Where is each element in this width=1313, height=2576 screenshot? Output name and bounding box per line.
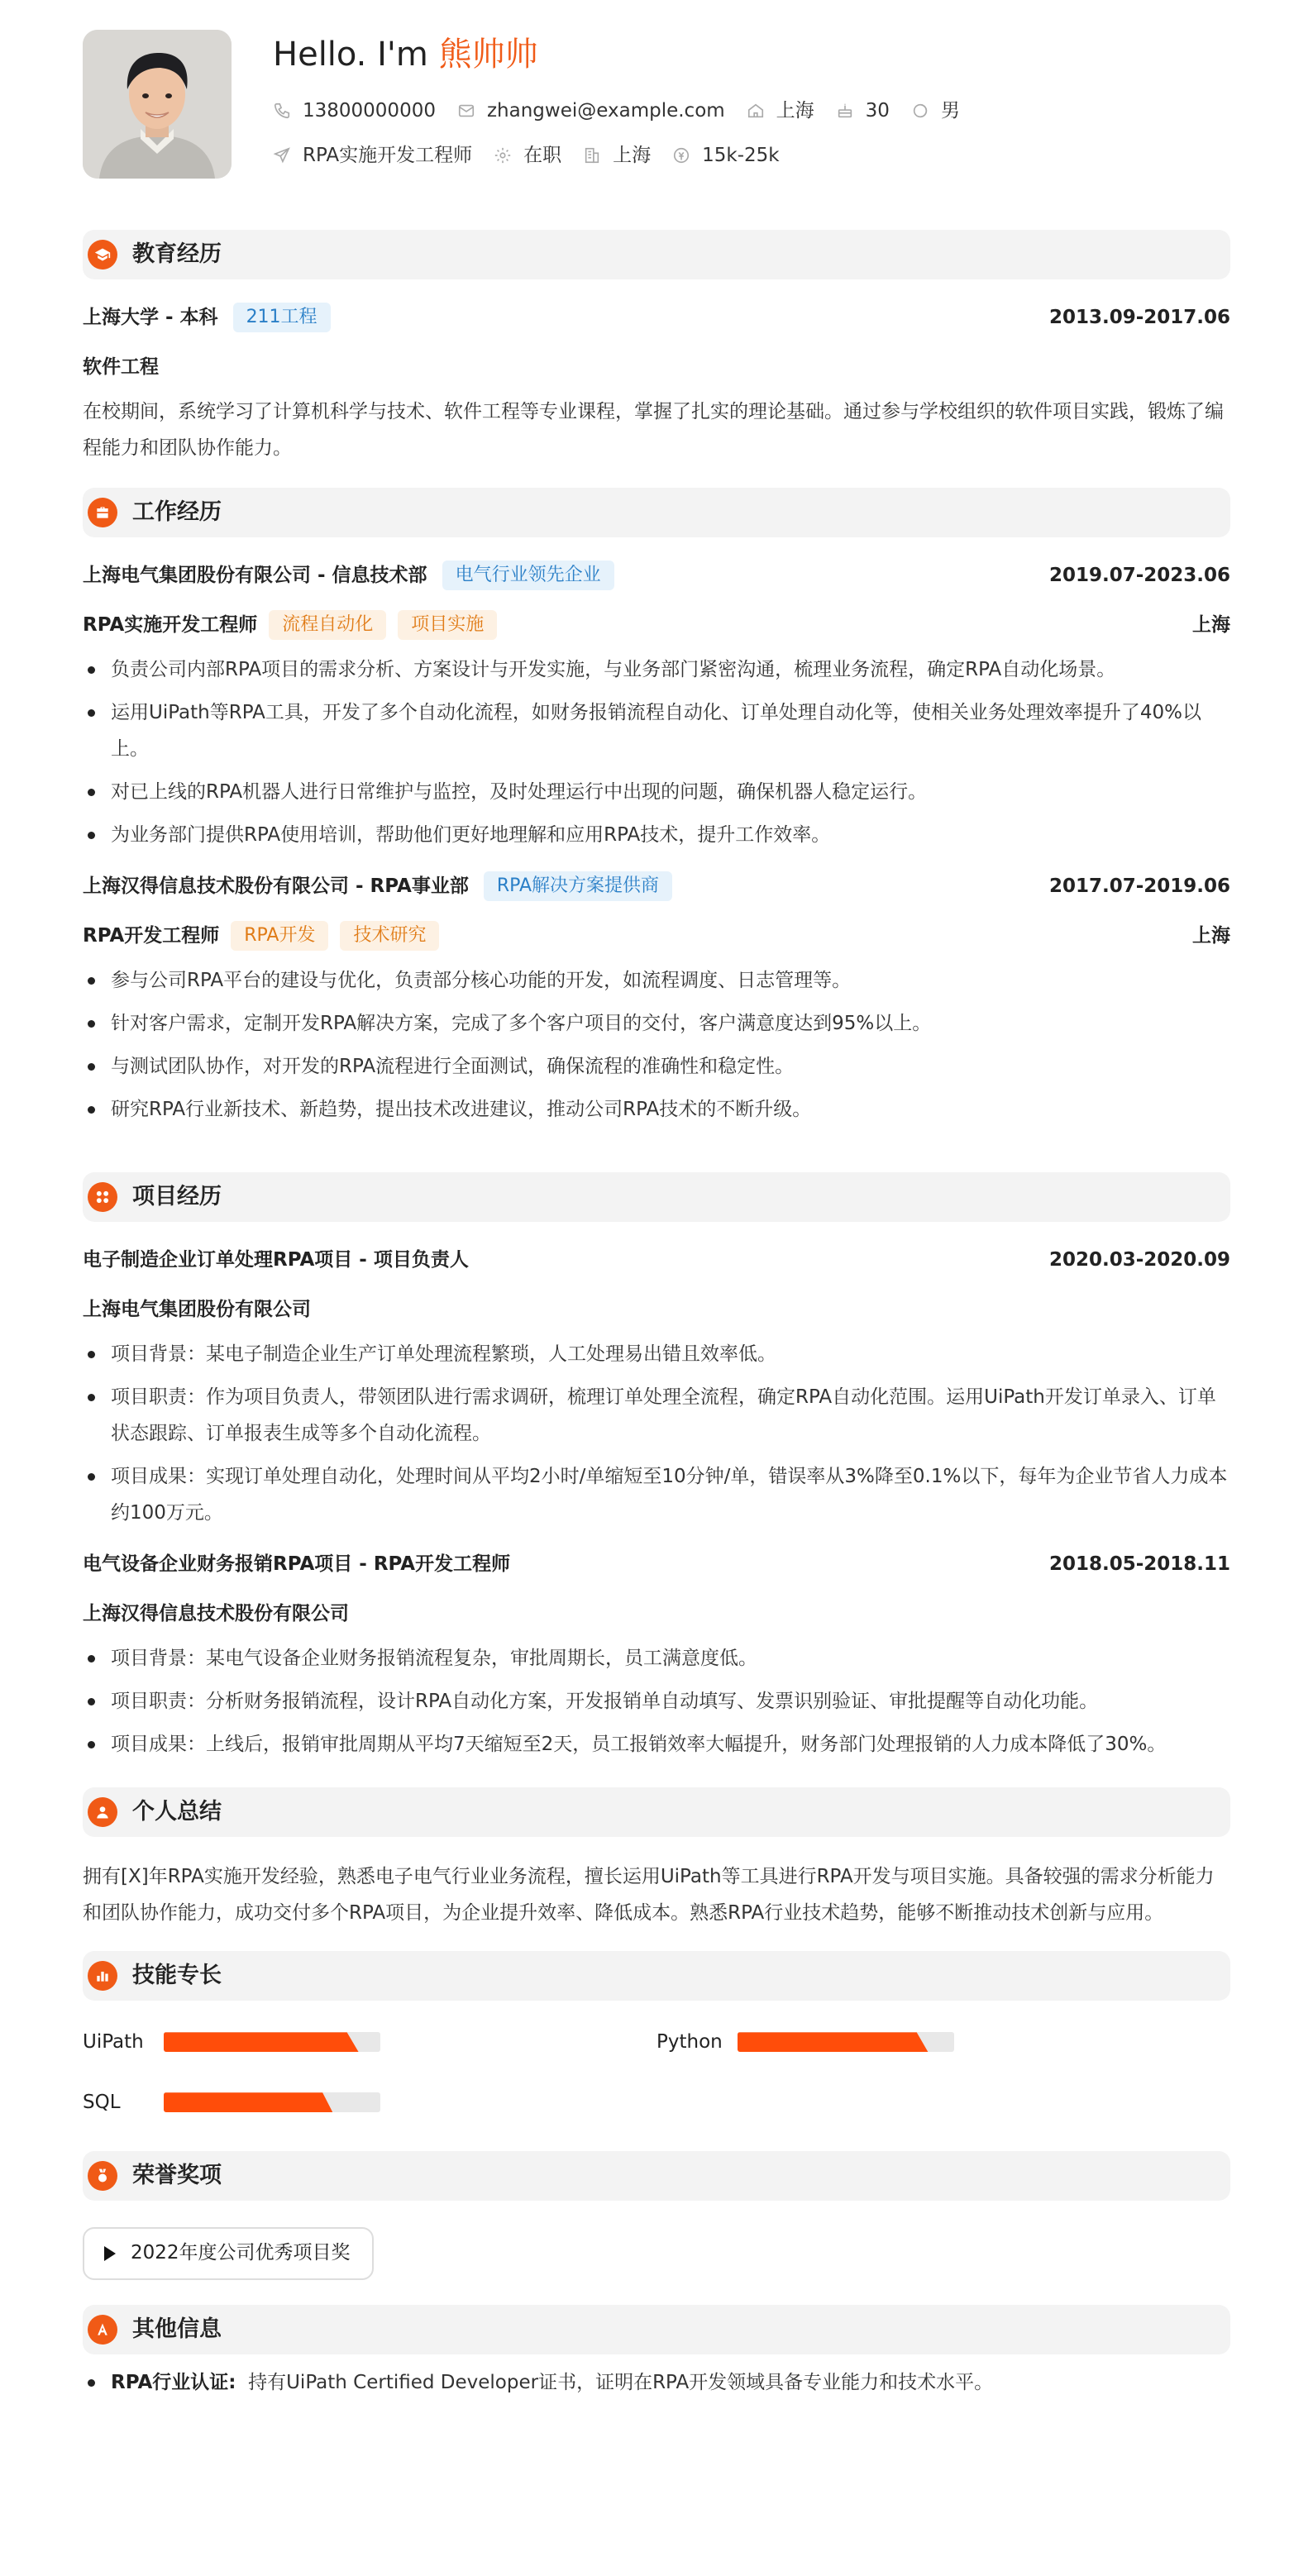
gender-item bbox=[911, 98, 960, 124]
resume-header bbox=[83, 30, 1230, 187]
skill-item bbox=[83, 2087, 656, 2118]
work-date: 2017.07-2019.06 bbox=[1048, 875, 1230, 897]
section-title: 荣誉奖项 bbox=[132, 2163, 222, 2188]
work-section-header bbox=[83, 488, 1230, 537]
list-item: 项目成果：上线后，报销审批周期从平均7天缩短至2天，员工报销效率大幅提升，财务部门处理报销的人力成本降低了30%。 bbox=[83, 1726, 1230, 1763]
work-date: 2019.07-2023.06 bbox=[1048, 565, 1230, 586]
avatar bbox=[83, 30, 232, 179]
school-name: 上海大学 - 本科 bbox=[83, 307, 218, 328]
job-title: RPA实施开发工程师 bbox=[303, 145, 473, 166]
work-company-left bbox=[83, 561, 614, 590]
work-company-row bbox=[83, 871, 1230, 901]
award-item[interactable] bbox=[83, 2227, 374, 2280]
section-title: 其他信息 bbox=[132, 2316, 222, 2342]
email-item bbox=[457, 98, 725, 124]
company-tag: 电气行业领先企业 bbox=[442, 561, 614, 590]
skill-bar bbox=[738, 2032, 954, 2052]
work-entry bbox=[83, 561, 1230, 853]
job-title-item bbox=[273, 142, 472, 169]
skills-section-header bbox=[83, 1951, 1230, 2001]
grid-icon bbox=[88, 1182, 117, 1212]
education-date: 2013.09-2017.06 bbox=[1048, 307, 1230, 328]
projects-section-header bbox=[83, 1172, 1230, 1222]
role: RPA实施开发工程师 bbox=[83, 614, 258, 636]
header-info bbox=[273, 31, 981, 169]
list-item: 参与公司RPA平台的建设与优化，负责部分核心功能的开发，如流程调度、日志管理等。 bbox=[83, 962, 1230, 999]
list-item bbox=[83, 2364, 1230, 2401]
status-item bbox=[494, 142, 561, 169]
money-icon bbox=[672, 146, 690, 165]
age-item bbox=[836, 98, 890, 124]
work-company-row bbox=[83, 561, 1230, 590]
list-item: 对已上线的RPA机器人进行日常维护与监控，及时处理运行中出现的问题，确保机器人稳定运行。 bbox=[83, 774, 1230, 810]
project-row bbox=[83, 1245, 1230, 1275]
role-tag: 技术研究 bbox=[340, 921, 439, 951]
phone-item bbox=[273, 98, 436, 124]
other-list bbox=[83, 2364, 1230, 2401]
city-item bbox=[747, 98, 814, 124]
building-icon bbox=[583, 146, 601, 165]
project-company: 上海汉得信息技术股份有限公司 bbox=[83, 1603, 349, 1624]
send-icon bbox=[273, 146, 291, 165]
list-item: 针对客户需求，定制开发RPA解决方案，完成了多个客户项目的交付，客户满意度达到95%以上。 bbox=[83, 1005, 1230, 1042]
work-location: 上海 bbox=[1192, 614, 1230, 636]
skill-bar-fill bbox=[164, 2092, 332, 2112]
section-title: 工作经历 bbox=[132, 499, 222, 526]
email-address: zhangwei@example.com bbox=[486, 100, 725, 122]
user-icon bbox=[88, 1797, 117, 1827]
project-name: 电气设备企业财务报销RPA项目 - RPA开发工程师 bbox=[83, 1553, 511, 1575]
project-bullets bbox=[83, 1336, 1230, 1531]
list-item: 项目职责：分析财务报销流程，设计RPA自动化方案，开发报销单自动填写、发票识别验证、审批提醒等自动化功能。 bbox=[83, 1683, 1230, 1720]
other-text: 持有UiPath Certified Developer证书，证明在RPA开发领域具备专业能力和技术水平。 bbox=[248, 2371, 994, 2393]
skill-bar bbox=[164, 2092, 380, 2112]
company-name: 上海汉得信息技术股份有限公司 - RPA事业部 bbox=[83, 875, 469, 897]
project-entry bbox=[83, 1549, 1230, 1763]
salary: 15k-25k bbox=[702, 145, 780, 166]
project-company: 上海电气集团股份有限公司 bbox=[83, 1299, 311, 1320]
contact-row bbox=[273, 98, 981, 124]
project-entry bbox=[83, 1245, 1230, 1531]
role-tag: 流程自动化 bbox=[269, 610, 386, 640]
major-row bbox=[83, 352, 1230, 382]
list-item: 项目职责：作为项目负责人，带领团队进行需求调研，梳理订单处理全流程，确定RPA自动化范围。运用UiPath开发订单录入、订单状态跟踪、订单报表生成等多个自动化流程。 bbox=[83, 1379, 1230, 1452]
role: RPA开发工程师 bbox=[83, 925, 220, 947]
list-item: 与测试团队协作，对开发的RPA流程进行全面测试，确保流程的准确性和稳定性。 bbox=[83, 1048, 1230, 1085]
work-role-left bbox=[83, 610, 497, 640]
phone-number: 13800000000 bbox=[303, 100, 436, 122]
awards-section-header bbox=[83, 2151, 1230, 2201]
gender-icon bbox=[911, 102, 929, 120]
mail-icon bbox=[457, 102, 475, 120]
work-role-row bbox=[83, 610, 1230, 640]
project-row bbox=[83, 1549, 1230, 1579]
section-title: 教育经历 bbox=[132, 241, 222, 268]
phone-icon bbox=[273, 102, 291, 120]
age: 30 bbox=[865, 100, 890, 122]
greeting bbox=[273, 31, 981, 81]
other-label: RPA行业认证: bbox=[111, 2371, 236, 2393]
skill-item bbox=[83, 2027, 656, 2058]
summary-text: 拥有[X]年RPA实施开发经验，熟悉电子电气行业业务流程，擅长运用UiPath等工具进行RPA开发与项目实施。具备较强的需求分析能力和团队协作能力，成功交付多个RPA项目，为企业提升效率、降低成本。熟悉RPA行业技术趋势，能够不断推动技术创新与应用。 bbox=[83, 1866, 1215, 1924]
skill-bar-fill bbox=[164, 2032, 359, 2052]
skill-name: Python bbox=[656, 2031, 723, 2053]
gender: 男 bbox=[940, 100, 960, 122]
work-entry bbox=[83, 871, 1230, 1128]
greeting-text: Hello. I'm bbox=[273, 36, 428, 74]
work-bullets bbox=[83, 962, 1230, 1128]
list-item: 为业务部门提供RPA使用培训，帮助他们更好地理解和应用RPA技术，提升工作效率。 bbox=[83, 817, 1230, 853]
other-info-icon bbox=[88, 2315, 117, 2345]
salary-item bbox=[672, 142, 779, 169]
work-role-row bbox=[83, 921, 1230, 951]
section-title: 项目经历 bbox=[132, 1184, 222, 1210]
list-item: 项目背景：某电气设备企业财务报销流程复杂，审批周期长，员工满意度低。 bbox=[83, 1640, 1230, 1677]
work-location: 上海 bbox=[1192, 925, 1230, 947]
list-item: 负责公司内部RPA项目的需求分析、方案设计与开发实施，与业务部门紧密沟通，梳理业务流程，确定RPA自动化场景。 bbox=[83, 651, 1230, 688]
project-bullets bbox=[83, 1640, 1230, 1763]
project-date: 2020.03-2020.09 bbox=[1048, 1249, 1230, 1271]
list-item: 项目背景：某电子制造企业生产订单处理流程繁琐，人工处理易出错且效率低。 bbox=[83, 1336, 1230, 1372]
list-item: 运用UiPath等RPA工具，开发了多个自动化流程，如财务报销流程自动化、订单处理自动化等，使相关业务处理效率提升了40%以上。 bbox=[83, 694, 1230, 767]
job-status: 在职 bbox=[523, 145, 562, 166]
home-icon bbox=[747, 102, 765, 120]
project-name: 电子制造企业订单处理RPA项目 - 项目负责人 bbox=[83, 1249, 469, 1271]
education-entry bbox=[83, 303, 1230, 466]
education-section-header bbox=[83, 230, 1230, 279]
briefcase-icon bbox=[88, 498, 117, 527]
project-date: 2018.05-2018.11 bbox=[1048, 1553, 1230, 1575]
skill-bar bbox=[164, 2032, 380, 2052]
list-item: 项目成果：实现订单处理自动化，处理时间从平均2小时/单缩短至10分钟/单，错误率从3%降至0.1%以下，每年为企业节省人力成本约100万元。 bbox=[83, 1458, 1230, 1531]
work-company-left bbox=[83, 871, 672, 901]
work-city: 上海 bbox=[613, 145, 652, 166]
list-item: 研究RPA行业新技术、新趋势，提出技术改进建议，推动公司RPA技术的不断升级。 bbox=[83, 1091, 1230, 1128]
company-name: 上海电气集团股份有限公司 - 信息技术部 bbox=[83, 565, 427, 586]
major: 软件工程 bbox=[83, 356, 159, 378]
job-row bbox=[273, 142, 981, 169]
company-tag: RPA解决方案提供商 bbox=[484, 871, 672, 901]
school-tag: 211工程 bbox=[233, 303, 331, 332]
candidate-name: 熊帅帅 bbox=[438, 36, 538, 74]
skill-bar-fill bbox=[738, 2032, 929, 2052]
skill-item bbox=[656, 2027, 1230, 2058]
play-icon bbox=[104, 2246, 116, 2261]
medal-icon bbox=[88, 2161, 117, 2191]
section-title: 个人总结 bbox=[132, 1799, 222, 1825]
work-role-left bbox=[83, 921, 439, 951]
bar-chart-icon bbox=[88, 1961, 117, 1991]
cake-icon bbox=[836, 102, 854, 120]
section-title: 技能专长 bbox=[132, 1963, 222, 1989]
project-company-row bbox=[83, 1599, 1230, 1629]
graduation-cap-icon bbox=[88, 240, 117, 270]
education-left bbox=[83, 303, 331, 332]
work-bullets bbox=[83, 651, 1230, 853]
project-company-row bbox=[83, 1295, 1230, 1324]
city: 上海 bbox=[776, 100, 814, 122]
award-label: 2022年度公司优秀项目奖 bbox=[131, 2242, 351, 2264]
work-city-item bbox=[583, 142, 651, 169]
other-section-header bbox=[83, 2305, 1230, 2354]
skill-name: UiPath bbox=[83, 2031, 144, 2053]
summary-section-header bbox=[83, 1787, 1230, 1837]
education-description: 在校期间，系统学习了计算机科学与技术、软件工程等专业课程，掌握了扎实的理论基础。通过参与学校组织的软件项目实践，锻炼了编程能力和团队协作能力。 bbox=[83, 401, 1224, 459]
role-tag: 项目实施 bbox=[398, 610, 497, 640]
education-row bbox=[83, 303, 1230, 332]
skill-name: SQL bbox=[83, 2091, 121, 2113]
skills-grid bbox=[83, 2027, 1230, 2118]
gear-icon bbox=[494, 146, 512, 165]
role-tag: RPA开发 bbox=[231, 921, 328, 951]
